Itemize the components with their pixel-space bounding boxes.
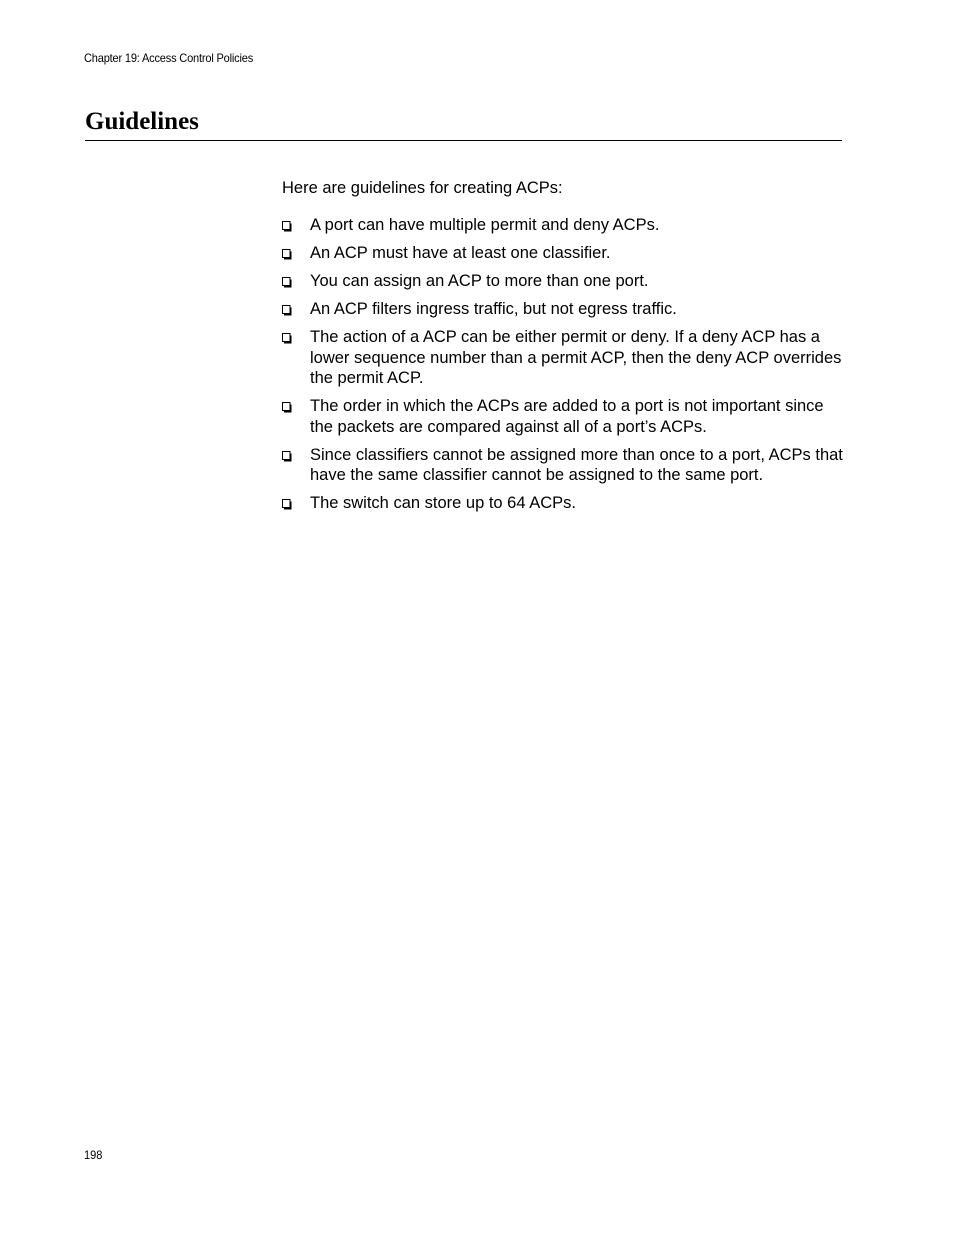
list-item: [282, 243, 844, 264]
title-rule: [85, 140, 842, 141]
list-item: [282, 327, 844, 389]
open-square-bullet-icon: [282, 499, 292, 510]
open-square-bullet-icon: [282, 249, 292, 260]
list-item-text: An ACP filters ingress traffic, but not egress traffic.: [310, 300, 677, 318]
page-number: 198: [84, 1148, 103, 1162]
list-item-text: You can assign an ACP to more than one port.: [310, 272, 649, 290]
list-item: [282, 445, 844, 486]
open-square-bullet-icon: [282, 333, 292, 344]
list-item: [282, 396, 844, 437]
running-header: Chapter 19: Access Control Policies: [84, 51, 254, 65]
list-item-text: The order in which the ACPs are added to a port is not important since the packets are compared against all of a port’s ACPs.: [310, 397, 824, 436]
list-item-text: Since classifiers cannot be assigned more than once to a port, ACPs that have the same classifier cannot be assigned to the same port.: [310, 445, 843, 484]
list-item-text: The switch can store up to 64 ACPs.: [310, 494, 576, 512]
open-square-bullet-icon: [282, 451, 292, 462]
section-body: [282, 178, 844, 521]
open-square-bullet-icon: [282, 305, 292, 316]
list-item-text: The action of a ACP can be either permit or deny. If a deny ACP has a lower sequence number than a permit ACP, then the deny ACP overrides the permit ACP.: [310, 328, 842, 387]
list-item: [282, 493, 844, 514]
list-item: [282, 299, 844, 320]
list-item: [282, 215, 844, 236]
intro-paragraph: Here are guidelines for creating ACPs:: [282, 179, 563, 197]
list-item-text: A port can have multiple permit and deny ACPs.: [310, 216, 660, 234]
open-square-bullet-icon: [282, 221, 292, 232]
open-square-bullet-icon: [282, 402, 292, 413]
list-item-text: An ACP must have at least one classifier.: [310, 244, 611, 262]
guidelines-list: [282, 215, 844, 514]
list-item: [282, 271, 844, 292]
open-square-bullet-icon: [282, 277, 292, 288]
section-title: Guidelines: [85, 108, 199, 135]
